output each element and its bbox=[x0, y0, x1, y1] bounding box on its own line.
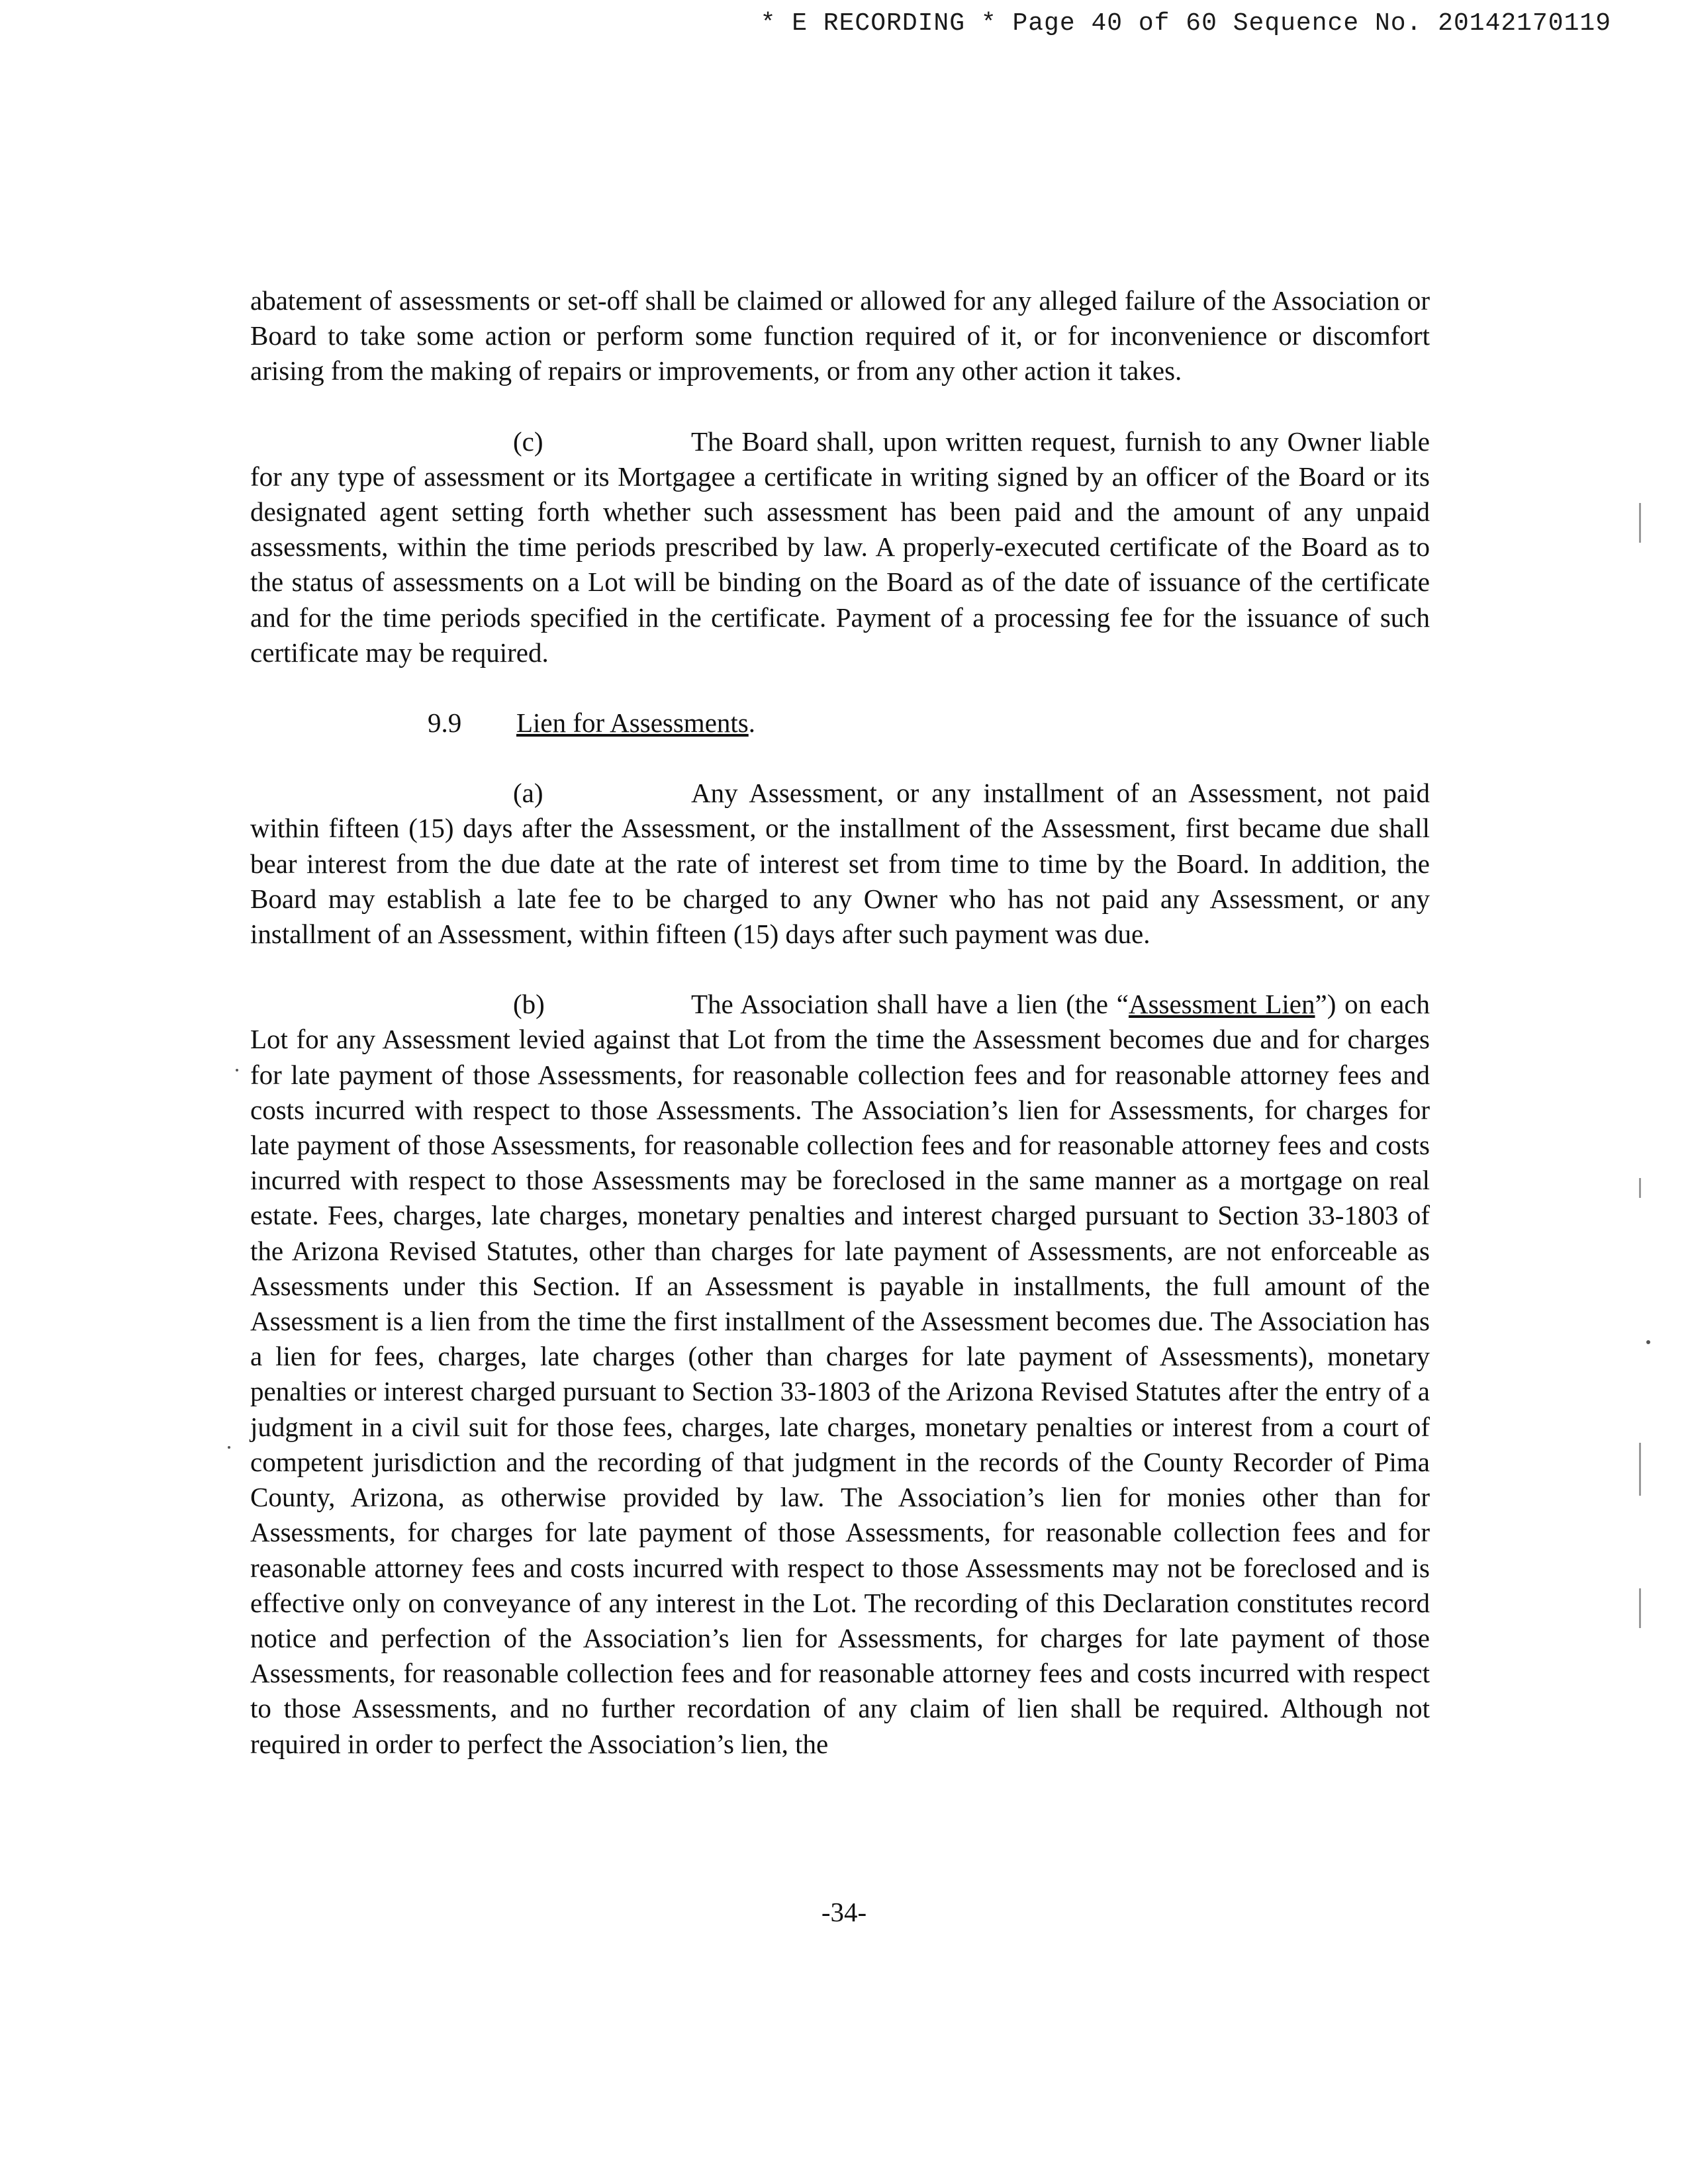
scan-edge-mark bbox=[1639, 1443, 1641, 1496]
paragraph-a-label: (a) bbox=[513, 778, 543, 809]
paragraph-c-label: (c) bbox=[513, 426, 543, 457]
scan-edge-mark bbox=[1639, 1178, 1641, 1198]
scan-edge-mark bbox=[1639, 503, 1641, 543]
scan-edge-mark bbox=[1639, 1588, 1641, 1628]
scan-speck bbox=[1646, 1340, 1650, 1344]
section-number: 9.9 bbox=[428, 707, 462, 739]
paragraph-a bbox=[250, 776, 1430, 952]
paragraph-b-text-after: ”) on each Lot for any Assessment levied against that Lot from the time the Assessment becomes due and for charges for late payment of those Assessments, for reasonable collection fees and for reasonable attorney fees and costs incurred with respect to those Assessments. The Association’s lien for Assessments, for charges for late payment of those Assessments, for reasonable collection fees and for reasonable attorney fees and costs incurred with respect to those Assessments may be foreclosed in the same manner as a mortgage on real estate. Fees, charges, late charges, monetary penalties and interest charged pursuant to Section 33-1803 of the Arizona Revised Statutes, other than charges for late payment of Assessments, are not enforceable as Assessments under this Section. If an Assessment is payable in installments, the full amount of the Assessment is a lien from the time the first installment of the Assessment becomes due. The Association has a lien for fees, charges, late charges (other than charges for late payment of Assessments), monetary penalties or interest charged pursuant to Section 33-1803 of the Arizona Revised Statutes after the entry of a judgment in a civil suit for those fees, charges, late charges, monetary penalties or interest from a court of competent jurisdiction and the recording of that judgment in the records of the County Recorder of Pima County, Arizona, as otherwise provided by law. The Association’s lien for monies other than for Assessments, for charges for late payment of those Assessments, for reasonable collection fees and for reasonable attorney fees and costs incurred with respect to those Assessments may not be foreclosed and is effective only on conveyance of any interest in the Lot. The recording of this Declaration constitutes record notice and perfection of the Association’s lien for Assessments, for charges for late payment of those Assessments, for reasonable collection fees and for reasonable attorney fees and costs incurred with respect to those Assessments, and no further recordation of any claim of lien shall be required. Although not required in order to perfect the Association’s lien, the bbox=[250, 989, 1430, 1759]
scan-speck bbox=[228, 1446, 230, 1449]
page-number: -34- bbox=[821, 1897, 867, 1927]
section-title-suffix: . bbox=[748, 707, 755, 739]
paragraph-c-text: The Board shall, upon written request, furnish to any Owner liable for any type of assessment or its Mortgagee a certificate in writing signed by an officer of the Board or its designated agent setting forth whether such assessment has been paid and the amount of any unpaid assessments, within the time periods prescribed by law. A properly-executed certificate of the Board as to the status of assessments on a Lot will be binding on the Board as of the date of issuance of the certificate and for the time periods specified in the certificate. Payment of a processing fee for the issuance of such certificate may be required. bbox=[250, 426, 1430, 668]
paragraph-c bbox=[250, 424, 1430, 670]
section-heading bbox=[250, 705, 1430, 741]
paragraph-b-label: (b) bbox=[513, 989, 545, 1020]
paragraph-a-text: Any Assessment, or any installment of an Assessment, not paid within fifteen (15) days after the Assessment, or the installment of the Assessment, first became due shall bear interest from the due date at the rate of interest set from time to time by the Board. In addition, the Board may establish a late fee to be charged to any Owner who has not paid any Assessment, or any installment of an Assessment, within fifteen (15) days after such payment was due. bbox=[250, 778, 1430, 950]
scan-speck bbox=[236, 1069, 238, 1071]
recording-header: * E RECORDING * Page 40 of 60 Sequence No. 20142170119 bbox=[760, 9, 1611, 38]
defined-term-assessment-lien: Assessment Lien bbox=[1128, 989, 1315, 1020]
paragraph-continuation: abatement of assessments or set-off shall be claimed or allowed for any alleged failure of the Association or Board to take some action or perform some function required of it, or for inconvenience or discomfort arising from the making of repairs or improvements, or from any other action it takes. bbox=[250, 285, 1430, 387]
section-title: Lien for Assessments bbox=[516, 707, 749, 739]
paragraph-b bbox=[250, 987, 1430, 1761]
document-page bbox=[250, 283, 1430, 1762]
paragraph-b-text-before: The Association shall have a lien (the “ bbox=[691, 989, 1129, 1020]
